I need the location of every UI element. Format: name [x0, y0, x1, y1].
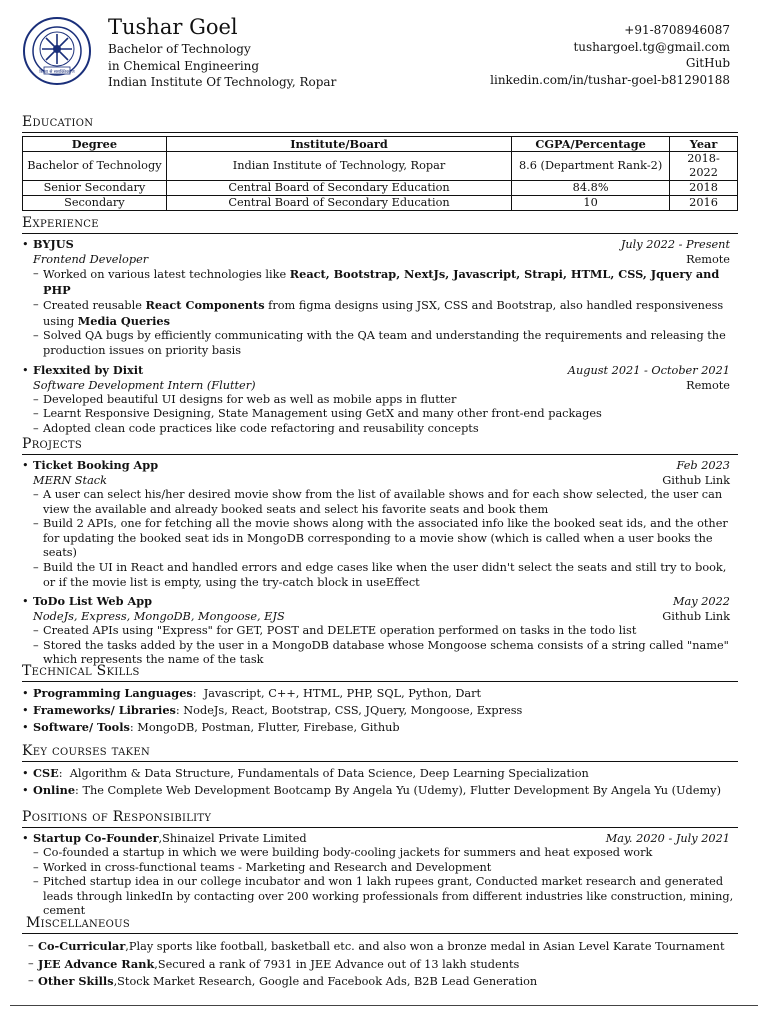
table-cell: Secondary — [23, 196, 167, 211]
table-cell: 2018-2022 — [670, 152, 738, 181]
column-header: Degree — [23, 137, 167, 152]
project-entry-todo — [22, 594, 738, 668]
email-link[interactable]: tushargoel.tg@gmail.com — [573, 39, 730, 54]
list-item: – Developed beautiful UI designs for web as well as mobile apps in flutter — [33, 393, 738, 408]
table-row — [23, 196, 738, 211]
skills-section — [22, 663, 738, 736]
misc-section — [22, 915, 738, 991]
por-section — [22, 809, 738, 919]
list-item: • Online: The Complete Web Development Bootcamp By Angela Yu (Udemy), Flutter Development By Angela Yu (Udemy) — [22, 782, 738, 799]
institute-line: Indian Institute Of Technology, Ropar — [108, 75, 337, 89]
logo-motto: शिक्षा से सशक्तिकरण — [39, 70, 75, 75]
list-item: – Build the UI in React and handled errors and edge cases like when the user didn't select the seats and still try to book, or if the movie list is empty, using the try-catch block in useEffect — [33, 561, 738, 590]
column-header: Institute/Board — [166, 137, 511, 152]
table-cell: Bachelor of Technology — [23, 152, 167, 181]
table-cell: Senior Secondary — [23, 181, 167, 196]
list-item: • Programming Languages: Javascript, C++, HTML, PHP, SQL, Python, Dart — [22, 685, 738, 702]
experience-section — [22, 215, 738, 436]
education-section — [22, 114, 738, 211]
por-points — [22, 846, 738, 919]
date: Feb 2023 — [676, 459, 730, 472]
header-left — [108, 15, 336, 91]
list-item: – Other Skills,Stock Market Research, Google and Facebook Ads, B2B Lead Generation — [28, 973, 738, 991]
list-item: – Co-Curricular,Play sports like football, basketball etc. and also won a bronze medal in Asian Level Karate Tournament — [28, 938, 738, 956]
list-item: – Stored the tasks added by the user in a MongoDB database whose Mongoose schema consists of a string called "name" which represents the name of the task — [33, 639, 738, 668]
role-title: Software Development Intern (Flutter) — [33, 378, 256, 392]
table-cell: Indian Institute of Technology, Ropar — [166, 152, 511, 181]
list-item: • Software/ Tools: MongoDB, Postman, Flutter, Firebase, Github — [22, 719, 738, 736]
list-item: – Created APIs using "Express" for GET, POST and DELETE operation performed on tasks in the todo list — [33, 624, 738, 639]
project-name: • Ticket Booking App — [22, 458, 158, 473]
degree-line: Bachelor of Technology — [108, 42, 251, 56]
list-item: – Learnt Responsive Designing, State Management using GetX and many other front-end packages — [33, 407, 738, 422]
por-title: Positions of Responsibility — [22, 809, 738, 828]
courses-section — [22, 743, 738, 799]
list-item: – Worked in cross-functional teams - Marketing and Research and Development — [33, 861, 738, 876]
skills-list — [22, 685, 738, 736]
table-row — [23, 181, 738, 196]
list-item: – Build 2 APIs, one for fetching all the movie shows along with the associated info like the booked seat ids, and the other for updating the booked seat ids in MongoDB corresponding to a movie show (which is called when a user books the seats) — [33, 517, 738, 561]
por-role: • Startup Co-Founder,Shinaizel Private Limited — [22, 831, 307, 846]
column-header: CGPA/Percentage — [512, 137, 670, 152]
table-cell: Central Board of Secondary Education — [166, 196, 511, 211]
misc-list — [22, 938, 738, 991]
tech-stack: MERN Stack — [33, 474, 107, 487]
skills-title: Technical Skills — [22, 663, 738, 682]
list-item: • CSE: Algorithm & Data Structure, Fundamentals of Data Science, Deep Learning Specialization — [22, 765, 738, 782]
list-item: – Co-founded a startup in which we were building body-cooling jackets for summers and heat exposed work — [33, 846, 738, 861]
table-cell: 8.6 (Department Rank-2) — [512, 152, 670, 181]
list-item: – Adopted clean code practices like code refactoring and reusability concepts — [33, 422, 738, 437]
education-table — [22, 136, 738, 211]
table-cell: 84.8% — [512, 181, 670, 196]
phone-number: +91-8708946087 — [624, 23, 730, 37]
experience-points — [22, 267, 738, 359]
project-name: • ToDo List Web App — [22, 594, 152, 609]
org-name: • BYJUS — [22, 237, 74, 252]
contact-block — [490, 22, 730, 88]
list-item: – Worked on various latest technologies like React, Bootstrap, NextJs, Javascript, Strapi, HTML, CSS, Jquery and PHP — [33, 267, 738, 298]
location: Remote — [686, 378, 730, 392]
experience-entry-byjus — [22, 237, 738, 359]
courses-title: Key courses taken — [22, 743, 738, 762]
list-item: – Solved QA bugs by efficiently communicating with the QA team and understanding the requirements and releasing the production issues on priority basis — [33, 329, 738, 358]
location: Remote — [686, 253, 730, 266]
github-link[interactable]: GitHub — [685, 56, 730, 70]
date-range: May. 2020 - July 2021 — [605, 832, 730, 845]
experience-title: Experience — [22, 215, 738, 234]
table-cell: 2016 — [670, 196, 738, 211]
date-range: July 2022 - Present — [620, 238, 730, 251]
experience-entry-flexxited — [22, 363, 738, 437]
project-points — [22, 624, 738, 668]
projects-section — [22, 436, 738, 668]
candidate-name: Tushar Goel — [108, 15, 238, 39]
list-item: – Created reusable React Components from figma designs using JSX, CSS and Bootstrap, also handled responsiveness using Media Queries — [33, 298, 738, 329]
iit-ropar-logo — [22, 16, 92, 86]
misc-title: Miscellaneous — [22, 915, 738, 934]
date: May 2022 — [672, 595, 730, 609]
tech-stack: NodeJs, Express, MongoDB, Mongoose, EJS — [33, 610, 285, 624]
list-item: • Frameworks/ Libraries: NodeJs, React, Bootstrap, CSS, JQuery, Mongoose, Express — [22, 702, 738, 719]
project-entry-ticket-booking — [22, 458, 738, 590]
list-item: – A user can select his/her desired movie show from the list of available shows and for each show selected, the user can view the available and already booked seats and select his favorite seats and book them — [33, 488, 738, 517]
bottom-divider — [10, 1005, 758, 1006]
courses-list — [22, 765, 738, 799]
github-project-link[interactable]: Github Link — [662, 610, 730, 624]
table-row — [23, 152, 738, 181]
projects-title: Projects — [22, 436, 738, 455]
column-header: Year — [670, 137, 738, 152]
github-project-link[interactable]: Github Link — [662, 474, 730, 487]
branch-line: in Chemical Engineering — [108, 58, 260, 73]
table-cell: 10 — [512, 196, 670, 211]
list-item: – JEE Advance Rank,Secured a rank of 7931 in JEE Advance out of 13 lakh students — [28, 956, 738, 974]
date-range: August 2021 - October 2021 — [567, 363, 730, 377]
table-cell: Central Board of Secondary Education — [166, 181, 511, 196]
list-item: – Pitched startup idea in our college incubator and won 1 lakh rupees grant, Conducted market research and generated leads through linkedIn by contacting over 200 working professionals from different industries like construction, mining, cement — [33, 875, 738, 919]
linkedin-link[interactable]: linkedin.com/in/tushar-goel-b81290188 — [490, 72, 730, 87]
project-points — [22, 488, 738, 590]
experience-points — [22, 393, 738, 437]
table-header-row — [23, 137, 738, 152]
role-title: Frontend Developer — [33, 253, 149, 266]
table-cell: 2018 — [670, 181, 738, 196]
education-title: Education — [22, 114, 738, 133]
org-name: • Flexxited by Dixit — [22, 363, 143, 378]
